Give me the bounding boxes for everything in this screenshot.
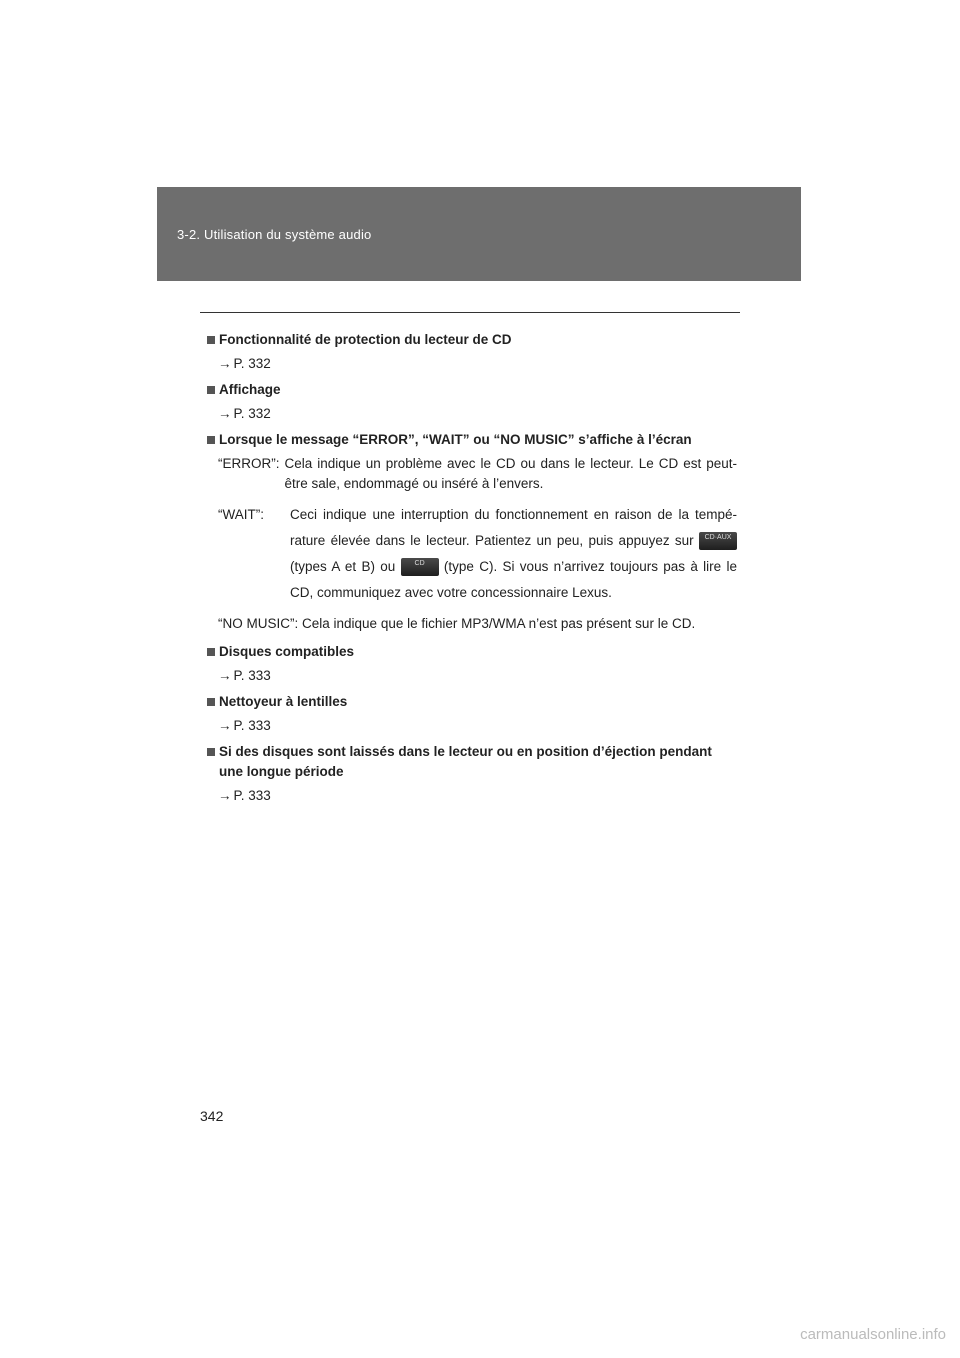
divider: [200, 312, 740, 313]
definition-wait: [218, 502, 737, 606]
heading-compatible-discs: Disques compatibles: [207, 642, 737, 662]
watermark: carmanualsonline.info: [800, 1326, 946, 1343]
cd-button-icon: CD: [401, 558, 439, 576]
square-bullet-icon: [207, 648, 215, 656]
page-reference[interactable]: → P. 333: [218, 668, 271, 683]
square-bullet-icon: [207, 436, 215, 444]
page-reference[interactable]: → P. 332: [218, 406, 271, 421]
definition-error: [218, 454, 737, 494]
header-band: [157, 187, 801, 281]
arrow-right-icon: →: [218, 718, 232, 733]
cd-aux-button-icon: CD·AUX: [699, 532, 737, 550]
square-bullet-icon: [207, 336, 215, 344]
page-number: 342: [200, 1108, 224, 1124]
arrow-right-icon: →: [218, 668, 232, 683]
arrow-right-icon: →: [218, 356, 232, 371]
heading-cd-protection: Fonctionnalité de protection du lecteur de CD: [207, 330, 737, 350]
page-reference[interactable]: → P. 333: [218, 718, 271, 733]
content: [207, 330, 737, 812]
term-error: “ERROR”:: [218, 456, 280, 471]
heading-discs-left: Si des disques sont laissés dans le lecteur ou en position d’éjection pendant une longue période: [207, 742, 737, 782]
desc-error: Cela indique un problème avec le CD ou dans le lecteur. Le CD est peut-être sale, endommagé ou inséré à l’envers.: [284, 456, 737, 491]
desc-wait: Ceci indique une interruption du fonctionnement en raison de la tempé-rature élevée dans le lecteur. Patientez un peu, puis appuyez sur CD·AUX (types A et B) ou CD (type C). Si vous n’arrivez toujours pas à lire le CD, communiquez avec votre concessionnaire Lexus.: [290, 507, 737, 600]
square-bullet-icon: [207, 748, 215, 756]
term-no-music: “NO MUSIC”:: [218, 616, 299, 631]
section-title: 3-2. Utilisation du système audio: [177, 227, 372, 242]
arrow-right-icon: →: [218, 406, 232, 421]
message-definitions: [218, 454, 737, 634]
desc-no-music: Cela indique que le fichier MP3/WMA n’est pas présent sur le CD.: [302, 616, 696, 631]
definition-no-music: [218, 614, 737, 634]
heading-lens-cleaner: Nettoyeur à lentilles: [207, 692, 737, 712]
page-reference[interactable]: → P. 333: [218, 788, 271, 803]
arrow-right-icon: →: [218, 788, 232, 803]
page-reference[interactable]: → P. 332: [218, 356, 271, 371]
square-bullet-icon: [207, 698, 215, 706]
heading-messages: Lorsque le message “ERROR”, “WAIT” ou “NO MUSIC” s’affiche à l’écran: [207, 430, 737, 450]
square-bullet-icon: [207, 386, 215, 394]
term-wait: “WAIT”:: [218, 507, 264, 522]
heading-display: Affichage: [207, 380, 737, 400]
